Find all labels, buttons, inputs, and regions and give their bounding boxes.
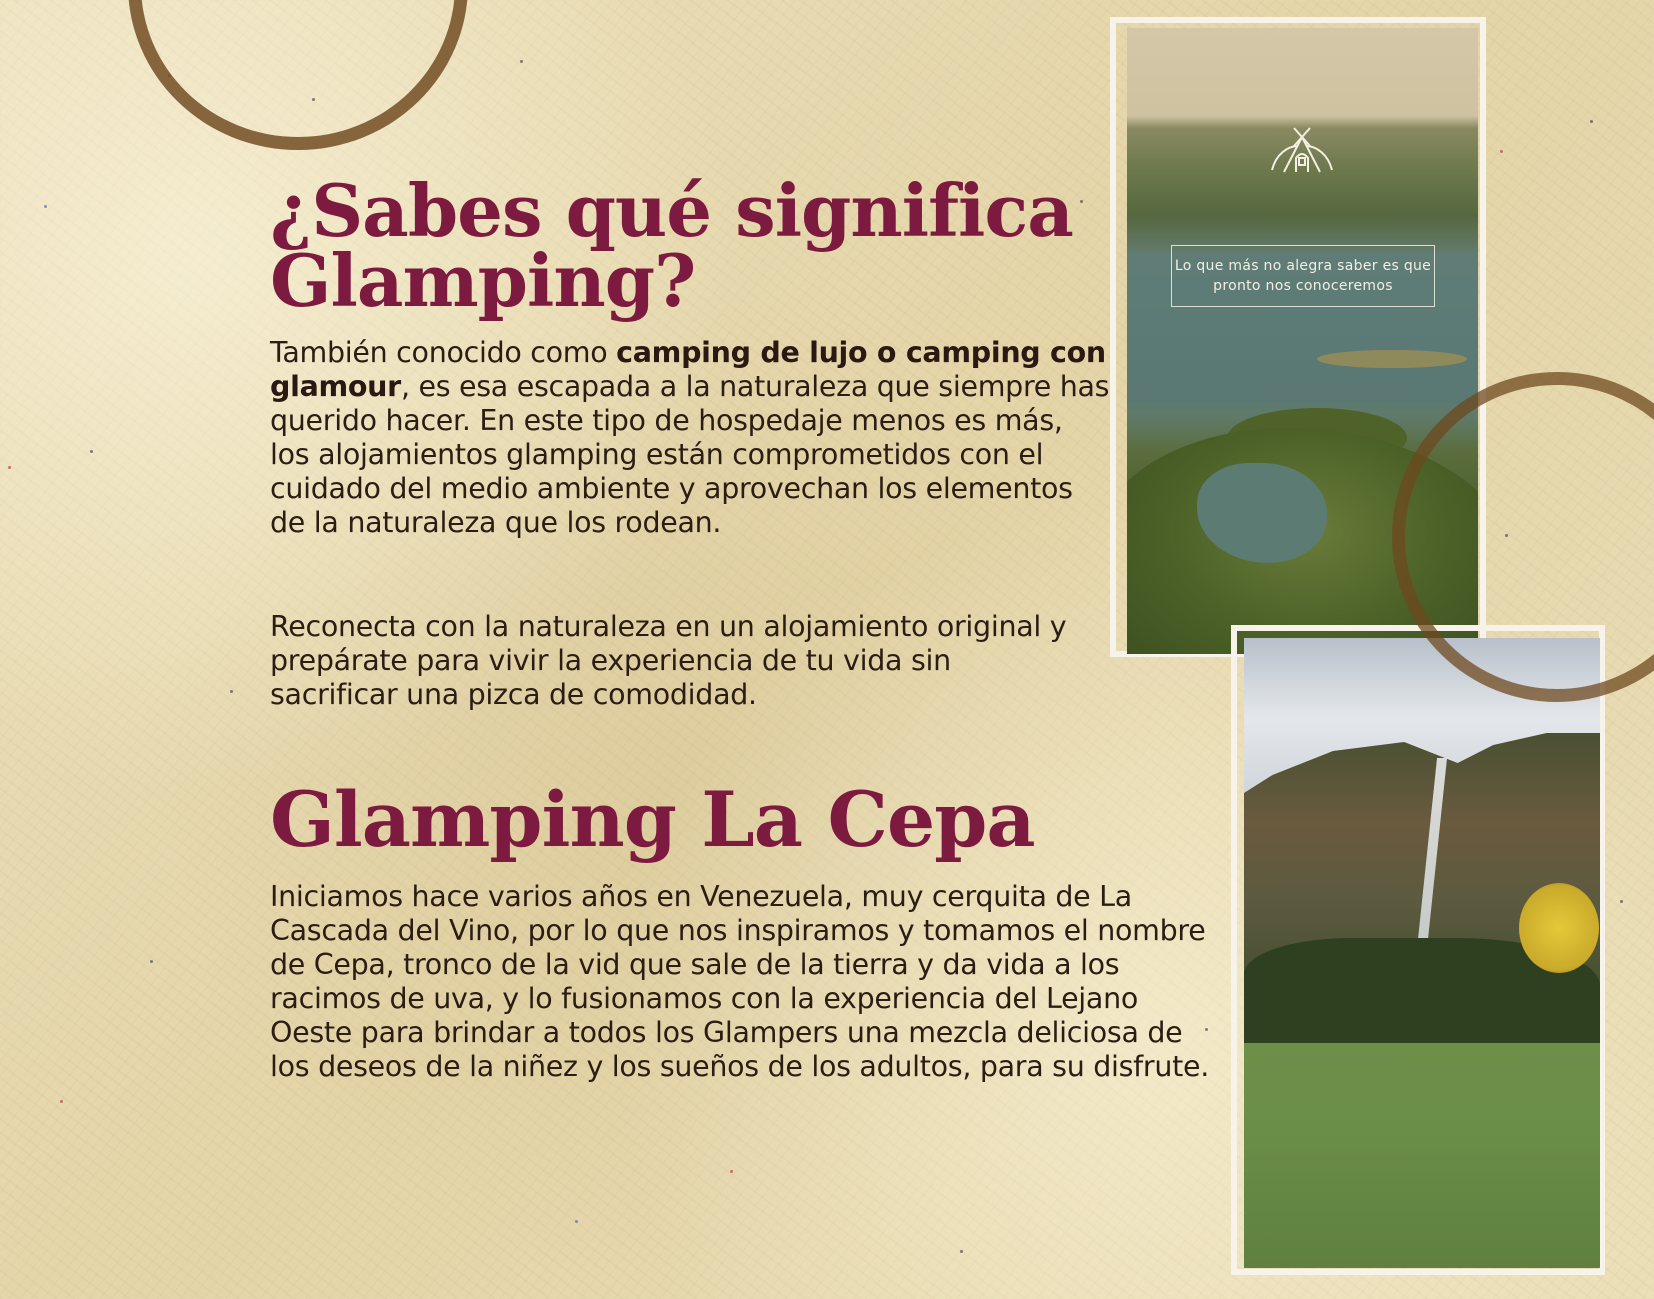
tent-logo-icon (1270, 126, 1334, 174)
intro-emphasis: camping de lujo o camping con glamour (270, 336, 1106, 403)
about-paragraph: Iniciamos hace varios años en Venezuela, muy cerquita de La Cascada del Vino, por lo que nos inspiramos y tomamos el nombre de Cepa, tronco de la vid que sale de la tierra y da vida a los racimos de uva, y lo fusionamos con la experiencia del Lejano Oeste para brindar a todos los Glampers una mezcla deliciosa de los deseos de la niñez y los sueños de los adultos, para su disfrute. (270, 880, 1209, 1083)
page-title (270, 168, 1090, 323)
intro-prefix: También conocido como (270, 336, 617, 369)
quote-box (1171, 245, 1435, 307)
reconnect-paragraph: Reconecta con la naturaleza en un alojamiento original y prepárate para vivir la experiencia de tu vida sin sacrificar una pizca de comodidad. (270, 610, 1067, 711)
intro-suffix: , es esa escapada a la naturaleza que siempre has querido hacer. En este tipo de hospedaje menos es más, los alojamientos glamping están comprometidos con el cuidado del medio ambiente y aprovechan los elementos de la naturaleza que los rodean. (270, 370, 1110, 539)
title-line-1: ¿Sabes qué significa (270, 168, 1073, 253)
waterfall-photo (1244, 638, 1600, 1268)
glamping-definition (270, 336, 1110, 540)
quote-text: Lo que más no alegra saber es que pronto nos conoceremos (1174, 258, 1432, 294)
section-title: Glamping La Cepa (270, 775, 1035, 864)
title-line-2: Glamping? (270, 238, 696, 323)
coffee-stain-ring (128, 0, 468, 150)
